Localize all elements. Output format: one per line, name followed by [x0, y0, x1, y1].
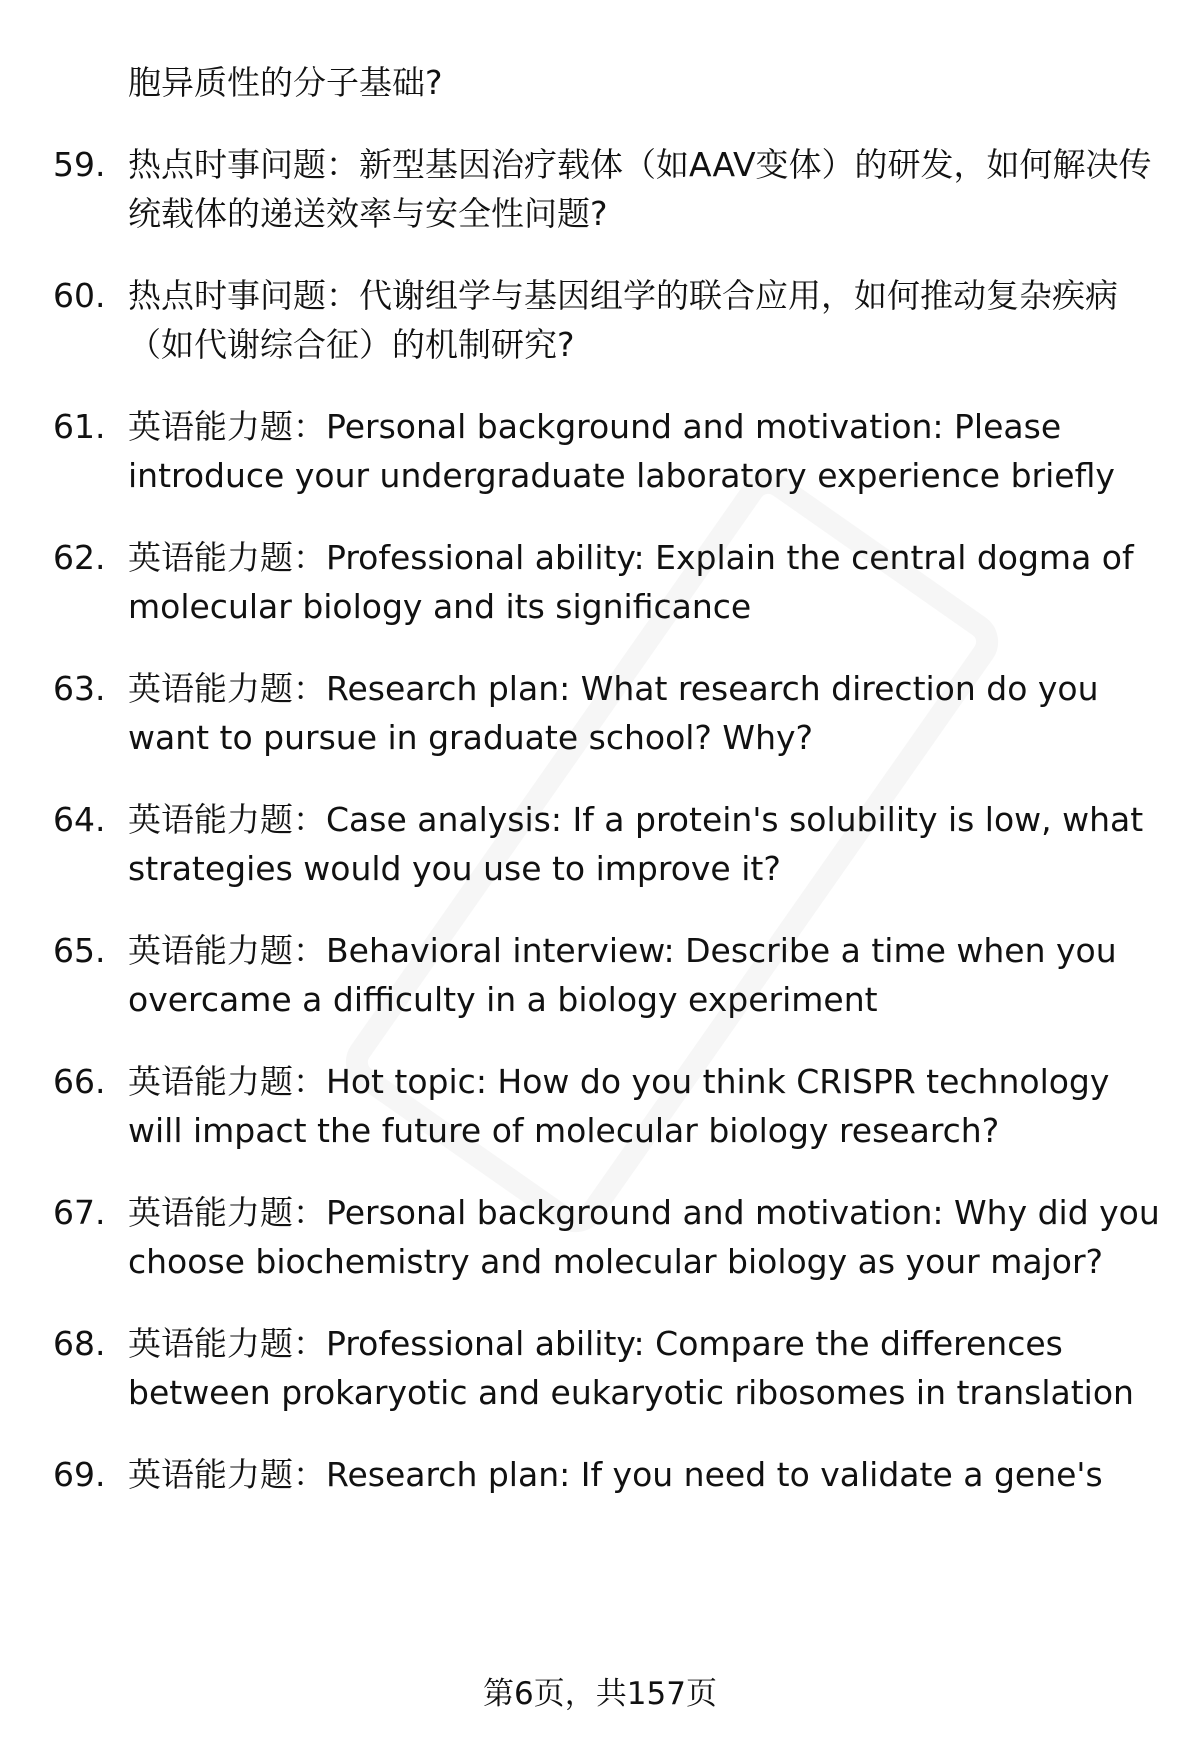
item-number: 68. [53, 1324, 106, 1363]
item-number: 60. [53, 276, 106, 315]
question-list [0, 140, 1200, 1499]
list-item [0, 795, 1200, 893]
item-text: 英语能力题：Research plan: What research direction do you want to pursue in graduate school? Why? [128, 669, 1099, 757]
page-footer: 第6页，共157页 [483, 1676, 717, 1712]
list-item [0, 1319, 1200, 1417]
list-item [0, 1188, 1200, 1286]
list-item [0, 1057, 1200, 1155]
list-item [0, 926, 1200, 1024]
item-text: 英语能力题：Case analysis: If a protein's solubility is low, what strategies would you use to improve it? [128, 800, 1144, 888]
item-number: 59. [53, 145, 106, 184]
item-text: 英语能力题：Professional ability: Compare the differences between prokaryotic and eukaryotic ribosomes in translation [128, 1324, 1134, 1412]
item-number: 62. [53, 538, 106, 577]
list-item [0, 271, 1200, 369]
list-item [0, 402, 1200, 500]
item-number: 61. [53, 407, 106, 446]
item-text: 英语能力题：Personal background and motivation: Why did you choose biochemistry and molecular biology as your major? [128, 1193, 1160, 1281]
item-number: 63. [53, 669, 106, 708]
list-item [0, 664, 1200, 762]
item-text: 英语能力题：Personal background and motivation: Please introduce your undergraduate laboratory experience briefly [128, 407, 1115, 495]
item-number: 69. [53, 1455, 106, 1494]
document-body [0, 58, 1200, 1532]
item-number: 64. [53, 800, 106, 839]
list-item [0, 533, 1200, 631]
item-text: 热点时事问题：代谢组学与基因组学的联合应用，如何推动复杂疾病（如代谢综合征）的机制研究? [128, 276, 1118, 364]
item-number: 66. [53, 1062, 106, 1101]
item-number: 65. [53, 931, 106, 970]
continued-text: 胞异质性的分子基础? [128, 63, 443, 102]
list-item [0, 1450, 1200, 1499]
item-text: 热点时事问题：新型基因治疗载体（如AAV变体）的研发，如何解决传统载体的递送效率与安全性问题? [128, 145, 1152, 233]
item-text: 英语能力题：Research plan: If you need to validate a gene's [128, 1455, 1103, 1494]
item-number: 67. [53, 1193, 106, 1232]
item-text: 英语能力题：Professional ability: Explain the central dogma of molecular biology and its significance [128, 538, 1134, 626]
list-item [0, 140, 1200, 238]
item-text: 英语能力题：Hot topic: How do you think CRISPR technology will impact the future of molecular biology research? [128, 1062, 1110, 1150]
item-text: 英语能力题：Behavioral interview: Describe a time when you overcame a difficulty in a biology experiment [128, 931, 1117, 1019]
